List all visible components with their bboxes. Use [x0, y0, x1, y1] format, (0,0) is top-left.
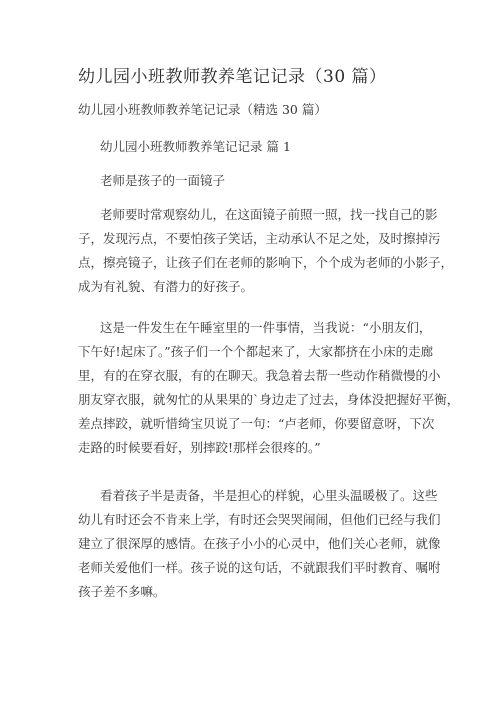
- paragraph-line: 幼儿有时还会不肯来上学，有时还会哭哭闹闹，但他们已经与我们: [78, 512, 441, 527]
- document-title: 幼儿园小班教师教养笔记记录（30 篇）: [78, 67, 387, 87]
- paragraph-line: 朋友穿衣服，就匆忙的从果果的`身边走了过去，身体没把握好平衡，: [78, 392, 460, 407]
- section-heading: 幼儿园小班教师教养笔记记录 篇 1: [100, 139, 291, 154]
- paragraph-line: 下午好!起床了。”孩子们一个个都起来了，大家都挤在小床的走廊: [78, 344, 434, 359]
- document-subtitle: 幼儿园小班教师教养笔记记录（精选 30 篇）: [78, 102, 327, 117]
- paragraph-line: 差点摔跤，就听惜绮宝贝说了一句：“卢老师，你要留意呀，下次: [78, 416, 435, 431]
- paragraph: [78, 316, 460, 460]
- paragraph-line: 里，有的在穿衣服，有的在聊天。我急着去帮一些动作稍微慢的小: [78, 368, 441, 383]
- paragraph-line: 子，发现污点，不要怕孩子笑话，主动承认不足之处，及时擦掉污: [78, 231, 441, 246]
- paragraph-line: 这是一件发生在午睡室里的一件事情，当我说：“小朋友们，: [100, 320, 432, 335]
- section-lead: 老师是孩子的一面镜子: [100, 173, 226, 188]
- paragraph-line: 点，擦亮镜子，让孩子们在老师的影响下，个个成为老师的小影子，: [78, 255, 454, 270]
- paragraph-line: 老师要时常观察幼儿，在这面镜子前照一照，找一找自己的影: [100, 207, 438, 222]
- paragraph-line: 成为有礼貌、有潜力的好孩子。: [78, 279, 254, 294]
- paragraph: [78, 203, 454, 299]
- paragraph-line: 老师关爱他们一样。孩子说的这句话，不就跟我们平时教育、嘱咐: [78, 560, 441, 575]
- paragraph-line: 孩子差不多嘛。: [78, 584, 166, 599]
- paragraph-line: 建立了很深厚的感情。在孩子小小的心灵中，他们关心老师，就像: [78, 536, 441, 551]
- paragraph: [78, 484, 441, 604]
- paragraph-line: 走路的时候要看好，别摔跤!那样会很疼的。”: [78, 440, 321, 455]
- paragraph-line: 看着孩子半是责备，半是担心的样貌，心里头温暖极了。这些: [100, 488, 438, 503]
